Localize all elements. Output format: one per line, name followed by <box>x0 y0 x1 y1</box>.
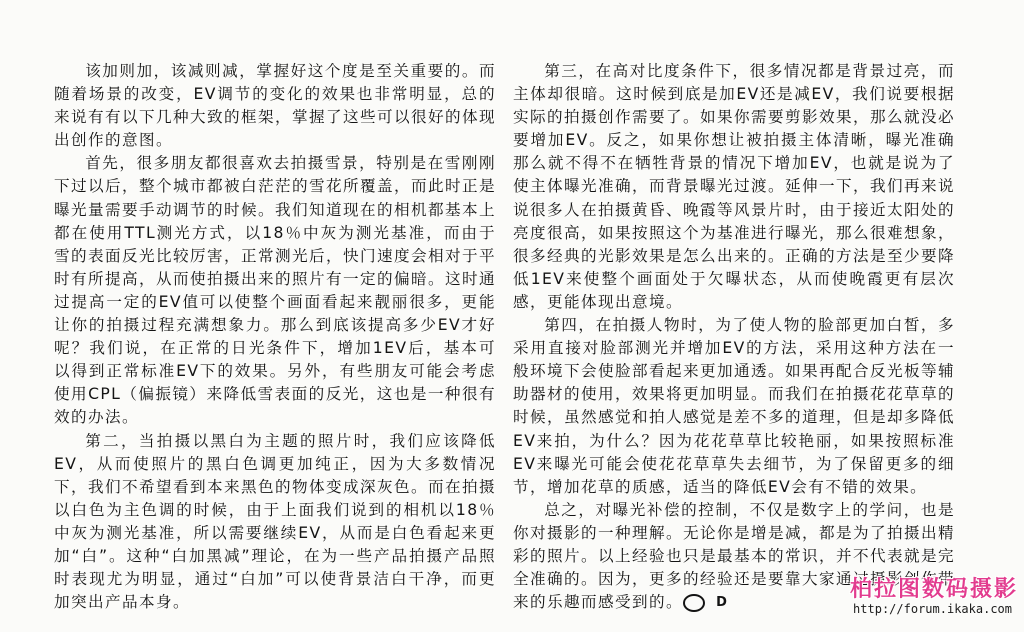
conclusion-text: 总之，对曝光补偿的控制，不仅是数字上的学问，也是你对摄影的一种理解。无论你是增是减，都是为了拍摄出精彩的照片。以上经验也只是最基本的常识，并不代表就是完全准确的。因为，更多的经验还是要靠大家通过摄影创作带来的乐趣而感受到的。 <box>513 500 955 612</box>
end-mark: D <box>683 594 705 612</box>
article-left-column <box>54 60 496 614</box>
paragraph-intro: 该加则加，该减则减，掌握好这个度是至关重要的。而随着场景的改变，EV调节的变化的效果也非常明显，总的来说有有以下几种大致的框架，掌握了这些可以很好的体现出创作的意图。 <box>54 62 496 150</box>
paragraph-third-high-contrast: 第三，在高对比度条件下，很多情况都是背景过亮，而主体却很暗。这时候到底是加EV还是减EV，我们说要根据实际的拍摄创作需要了。如果你需要剪影效果，那么就没必要增加EV。反之，如果你想让被拍摄主体清晰，曝光准确那么就不得不在牺牲背景的情况下增加EV，也就是说为了使主体曝光准确，而背景曝光过渡。延伸一下，我们再来说说很多人在拍摄黄昏、晚霞等风景片时，由于接近太阳处的亮度很高，如果按照这个为基准进行曝光，那么很难想象，很多经典的光影效果是怎么出来的。正确的方法是至少要降低1EV来使整个画面处于欠曝状态，从而使晚霞更有层次感，更能体现出意境。 <box>513 62 955 311</box>
paragraph-first-snow: 首先，很多朋友都很喜欢去拍摄雪景，特别是在雪刚刚下过以后，整个城市都被白茫茫的雪花所覆盖，而此时正是曝光量需要手动调节的时候。我们知道现在的相机都基本上都在使用TTL测光方式，以18％中灰为测光基准，而由于雪的表面反光比较厉害，正常测光后，快门速度会相对于平时有所提高，从而使拍摄出来的照片有一定的偏暗。这时通过提高一定的EV值可以使整个画面看起来靓丽很多，更能让你的拍摄过程充满想象力。那么到底该提高多少EV才好呢？我们说，在正常的日光条件下，增加1EV后，基本可以得到正常标准EV下的效果。另外，有些朋友可能会考虑使用CPL（偏振镜）来降低雪表面的反光，这也是一种很有效的办法。 <box>54 154 496 427</box>
watermark-url: http://forum.ikaka.com <box>853 602 1012 616</box>
paragraph-fourth-portrait: 第四，在拍摄人物时，为了使人物的脸部更加白皙，多采用直接对脸部测光并增加EV的方法，采用这种方法在一般环境下会使脸部看起来更加通透。如果再配合反光板等辅助器材的使用，效果将更加明显。而我们在拍摄花花草草的时候，虽然感觉和拍人感觉是差不多的道理，但是却多降低EV来拍，为什么？因为花花草草比较艳丽，如果按照标准EV来曝光可能会使花花草草失去细节，为了保留更多的细节，增加花草的质感，适当的降低EV会有不错的效果。 <box>513 316 955 496</box>
article-right-column <box>513 60 955 614</box>
paragraph-second-black-white: 第二，当拍摄以黑白为主题的照片时，我们应该降低EV，从而使照片的黑白色调更加纯正，因为大多数情况下，我们不希望看到本来黑色的物体变成深灰色。而在拍摄以白色为主色调的时候，由于上面我们说到的相机以18％中灰为测光基准，所以需要继续EV，从而是白色看起来更加“白”。这种“白加黑减”理论，在为一些产品拍摄产品照时表现尤为明显，通过“白加”可以使背景洁白干净，而更加突出产品本身。 <box>54 431 496 612</box>
watermark-title: 柏拉图数码摄影 <box>849 577 1018 602</box>
forum-watermark <box>834 572 1018 620</box>
